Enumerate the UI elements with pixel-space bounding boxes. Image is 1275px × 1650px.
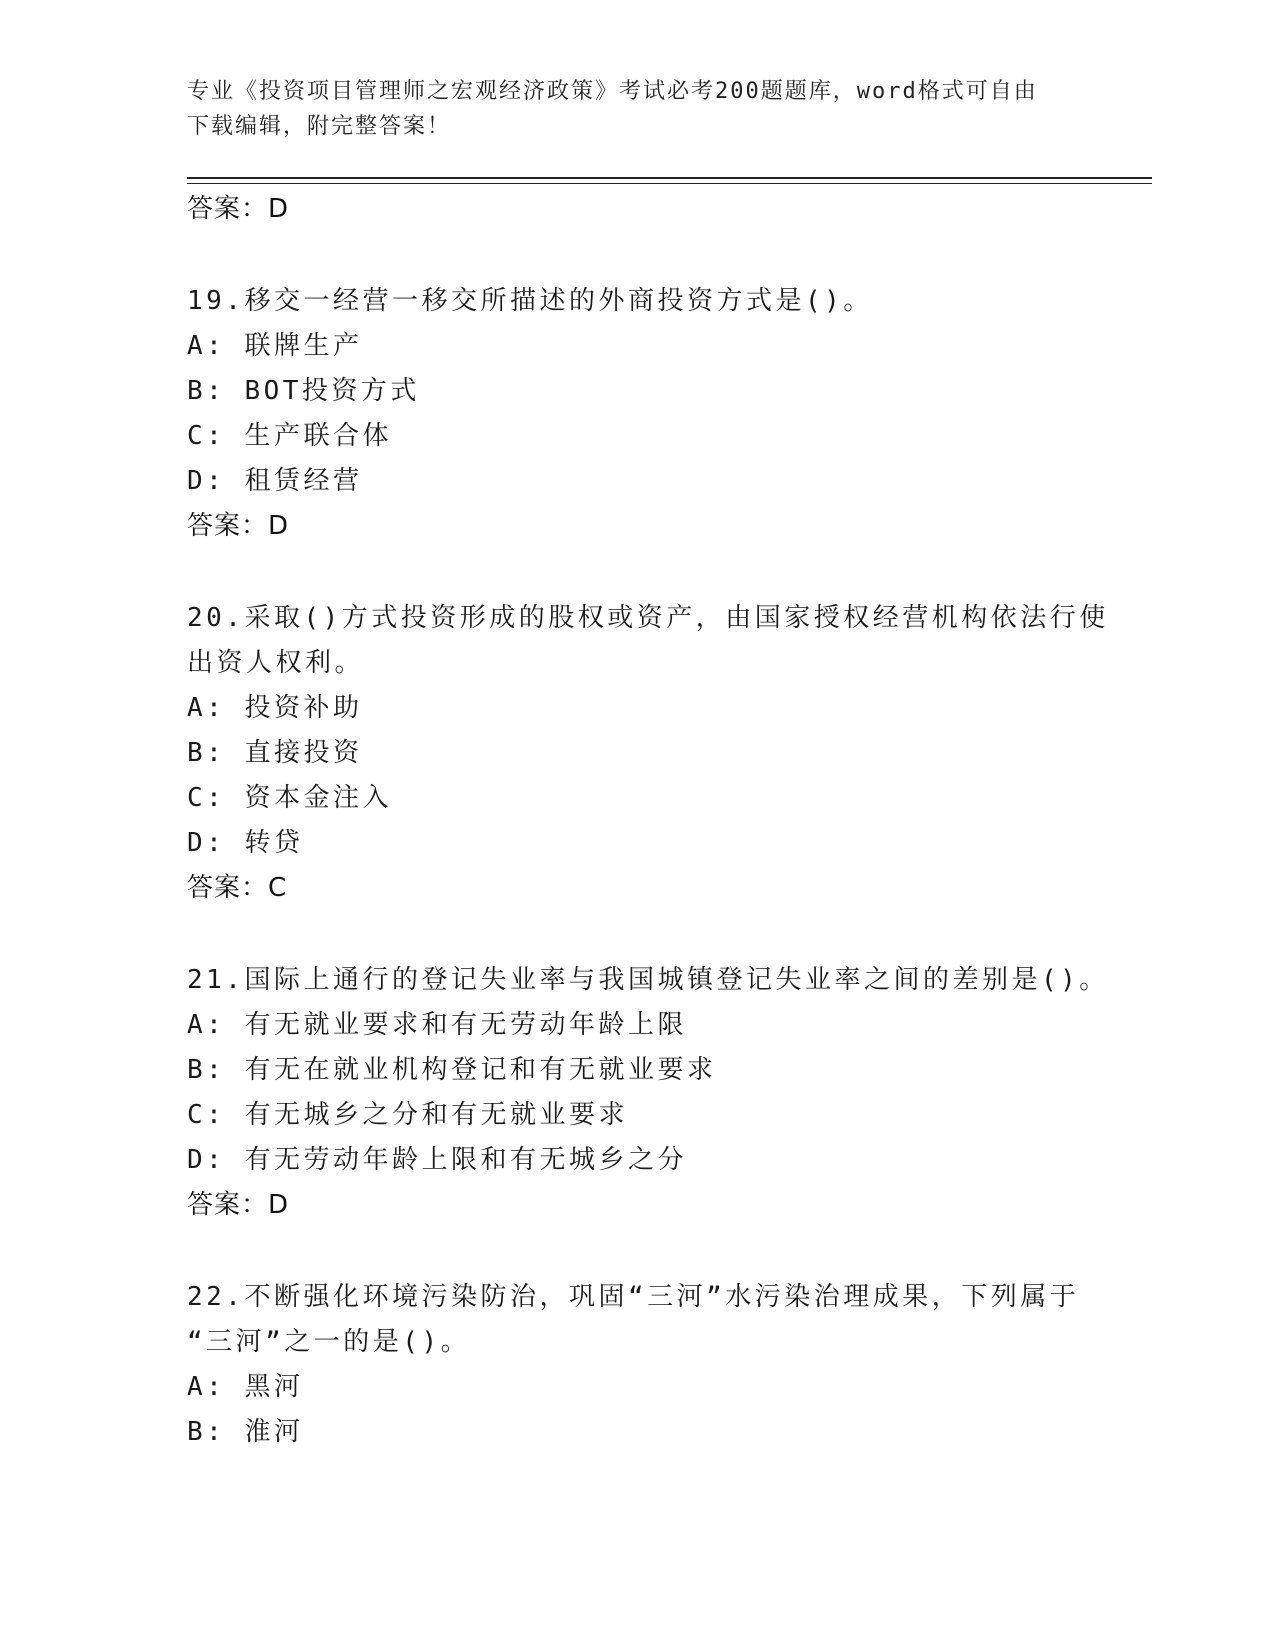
question-text-line-2: “三河”之一的是()。 [187,1327,471,1357]
option-b: B: 直接投资 [187,738,363,768]
spacer [187,911,1087,958]
option-c: C: 有无城乡之分和有无就业要求 [187,1100,628,1130]
option-a: A: 有无就业要求和有无劳动年龄上限 [187,1010,687,1040]
option-d: D: 有无劳动年龄上限和有无城乡之分 [187,1145,687,1175]
question-21 [187,958,1109,1228]
question-text-line-1: 22.不断强化环境污染防治，巩固“三河”水污染治理成果，下列属于 [187,1282,1080,1312]
option-b: B: BOT投资方式 [187,376,420,406]
option-d: D: 转贷 [187,828,304,858]
option-a: A: 黑河 [187,1372,304,1402]
header-rule-thin [187,183,1152,184]
spacer [187,549,1087,596]
question-19 [187,279,1087,549]
option-a: A: 投资补助 [187,693,363,723]
spacer [187,1228,1087,1275]
option-a: A: 联牌生产 [187,331,363,361]
previous-answer: 答案：D [187,194,290,224]
answer: 答案：C [187,873,288,903]
question-22 [187,1275,1087,1455]
header-rule-thick [187,177,1152,179]
spacer [187,232,1087,279]
answer: 答案：D [187,1190,290,1220]
option-b: B: 有无在就业机构登记和有无就业要求 [187,1055,717,1085]
option-c: C: 生产联合体 [187,421,392,451]
answer: 答案：D [187,511,290,541]
option-b: B: 淮河 [187,1417,304,1447]
question-20 [187,596,1109,911]
header-line-2: 下载编辑，附完整答案！ [187,114,452,139]
header-line-1: 专业《投资项目管理师之宏观经济政策》考试必考200题题库，word格式可自由 [187,79,1038,104]
question-text: 19.移交一经营一移交所描述的外商投资方式是()。 [187,286,873,316]
question-text-line-2: 出资人权利。 [187,648,365,678]
question-text-line-1: 20.采取()方式投资形成的股权或资产，由国家授权经营机构依法行使 [187,603,1109,633]
question-list [187,187,1109,1455]
option-d: D: 租赁经营 [187,466,363,496]
page-header [187,74,1067,144]
question-text: 21.国际上通行的登记失业率与我国城镇登记失业率之间的差别是()。 [187,965,1109,995]
option-c: C: 资本金注入 [187,783,392,813]
